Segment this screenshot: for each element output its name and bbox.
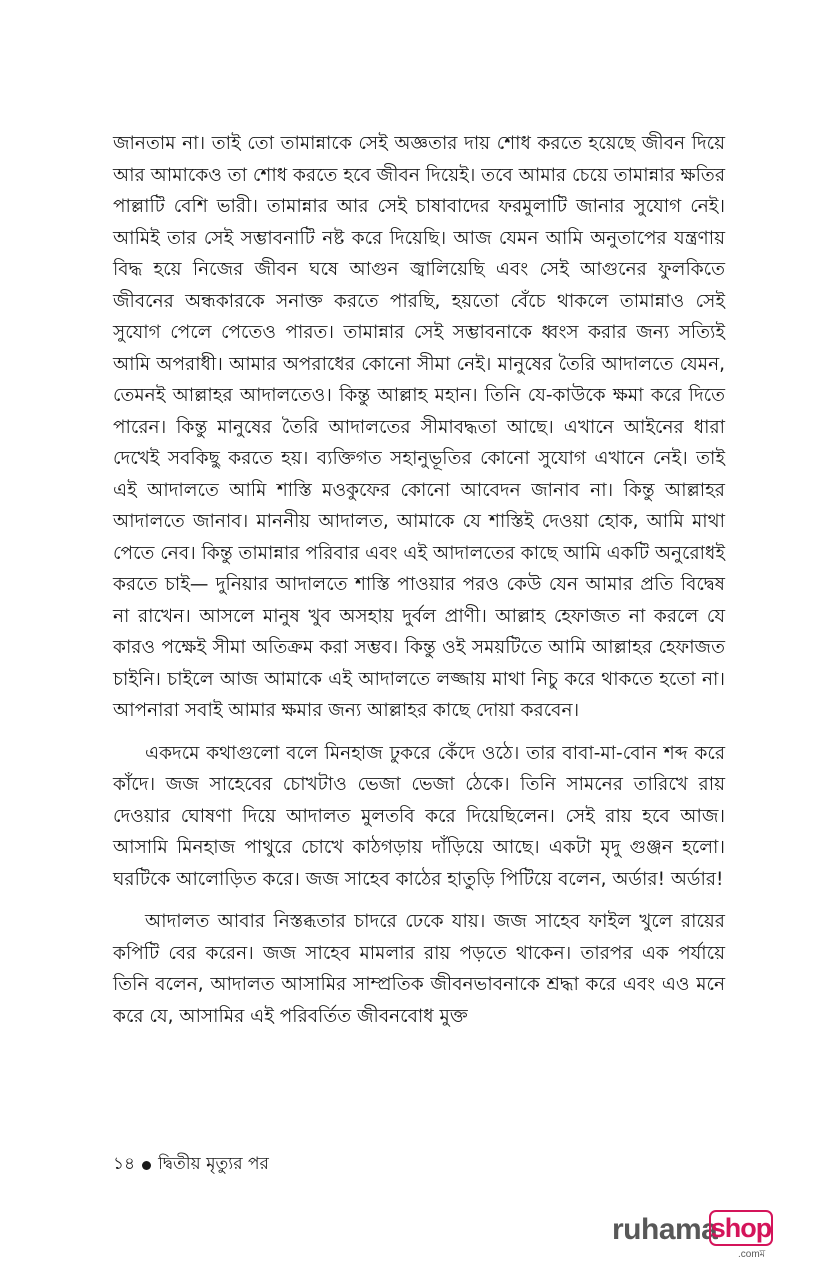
paragraph-1: জানতাম না। তাই তো তামান্নাকে সেই অজ্ঞতার দায় শোধ করতে হয়েছে জীবন দিয়ে আর আমাকেও তা শোধ করতে হবে জীবন দিয়েই। তবে আমার চেয়ে তামান্নার ক্ষতির পাল্লাটি বেশি ভারী। তামান্নার আর সেই চাষাবাদের ফরমুলাটি জানার সুযোগ নেই। আমিই তার সেই সম্ভাবনাটি নষ্ট করে দিয়েছি। আজ যেমন আমি অনুতাপের যন্ত্রণায় বিদ্ধ হয়ে নিজের জীবন ঘষে আগুন জ্বালিয়েছি এবং সেই আগুনের ফুলকিতে জীবনের অন্ধকারকে সনাক্ত করতে পারছি, হয়তো বেঁচে থাকলে তামান্নাও সেই সুযোগ পেলে পেতেও পারত। তামান্নার সেই সম্ভাবনাকে ধ্বংস করার জন্য সত্যিই আমি অপরাধী। আমার অপরাধের কোনো সীমা নেই। মানুষের তৈরি আদালতে যেমন, তেমনই আল্লাহর আদালতেও। কিন্তু আল্লাহ মহান। তিনি যে-কাউকে ক্ষমা করে দিতে পারেন। কিন্তু মানুষের তৈরি আদালতের সীমাবদ্ধতা আছে। এখানে আইনের ধারা দেখেই সবকিছু করতে হয়। ব্যক্তিগত সহানুভূতির কোনো সুযোগ এখানে নেই। তাই এই আদালতে আমি শাস্তি মওকুফের কোনো আবেদন জানাব না। কিন্তু আল্লাহর আদালতে জানাব। মাননীয় আদালত, আমাকে যে শাস্তিই দেওয়া হোক, আমি মাথা পেতে নেব। কিন্তু তামান্নার পরিবার এবং এই আদালতের কাছে আমি একটি অনুরোধই করতে চাই— দুনিয়ার আদালতে শাস্তি পাওয়ার পরও কেউ যেন আমার প্রতি বিদ্বেষ না রাখেন। আসলে মানুষ খুব অসহায় দুর্বল প্রাণী। আল্লাহ হেফাজত না করলে যে কারও পক্ষেই সীমা অতিক্রম করা সম্ভব। কিন্তু ওই সময়টিতে আমি আল্লাহর হেফাজত চাইনি। চাইলে আজ আমাকে এই আদালতে লজ্জায় মাথা নিচু করে থাকতে হতো না। আপনারা সবাই আমার ক্ষমার জন্য আল্লাহর কাছে দোয়া করবেন। [113, 133, 725, 721]
bullet-icon [142, 1161, 151, 1170]
ruhamashop-logo [612, 1209, 782, 1260]
page-footer [113, 1151, 269, 1179]
page-number: ১৪ [113, 1154, 136, 1174]
paragraph-2: একদমে কথাগুলো বলে মিনহাজ ঢুকরে কেঁদে ওঠে। তার বাবা-মা-বোন শব্দ করে কাঁদে। জজ সাহেবের চোখটাও ভেজা ভেজা ঠেকে। তিনি সামনের তারিখে রায় দেওয়ার ঘোষণা দিয়ে আদালত মুলতবি করে দিয়েছিলেন। সেই রায় হবে আজ। আসামি মিনহাজ পাথুরে চোখে কাঠগড়ায় দাঁড়িয়ে আছে। একটা মৃদু গুঞ্জন হলো। ঘরটিকে আলোড়িত করে। জজ সাহেব কাঠের হাতুড়ি পিটিয়ে বলেন, অর্ডার! অর্ডার! [113, 742, 725, 890]
logo-tld: .comম [738, 1249, 766, 1260]
book-title: দ্বিতীয় মৃত্যুর পর [158, 1154, 269, 1174]
logo-box: shop [709, 1210, 773, 1246]
logo-word: ruhama [612, 1213, 718, 1246]
page-body [113, 128, 725, 1032]
paragraph-3: আদালত আবার নিস্তব্ধতার চাদরে ঢেকে যায়। জজ সাহেব ফাইল খুলে রায়ের কপিটি বের করেন। জজ সাহেব মামলার রায় পড়তে থাকেন। তারপর এক পর্যায়ে তিনি বলেন, আদালত আসামির সাম্প্রতিক জীবনভাবনাকে শ্রদ্ধা করে এবং এও মনে করে যে, আসামির এই পরিবর্তিত জীবনবোধ মুক্ত [113, 911, 725, 1027]
